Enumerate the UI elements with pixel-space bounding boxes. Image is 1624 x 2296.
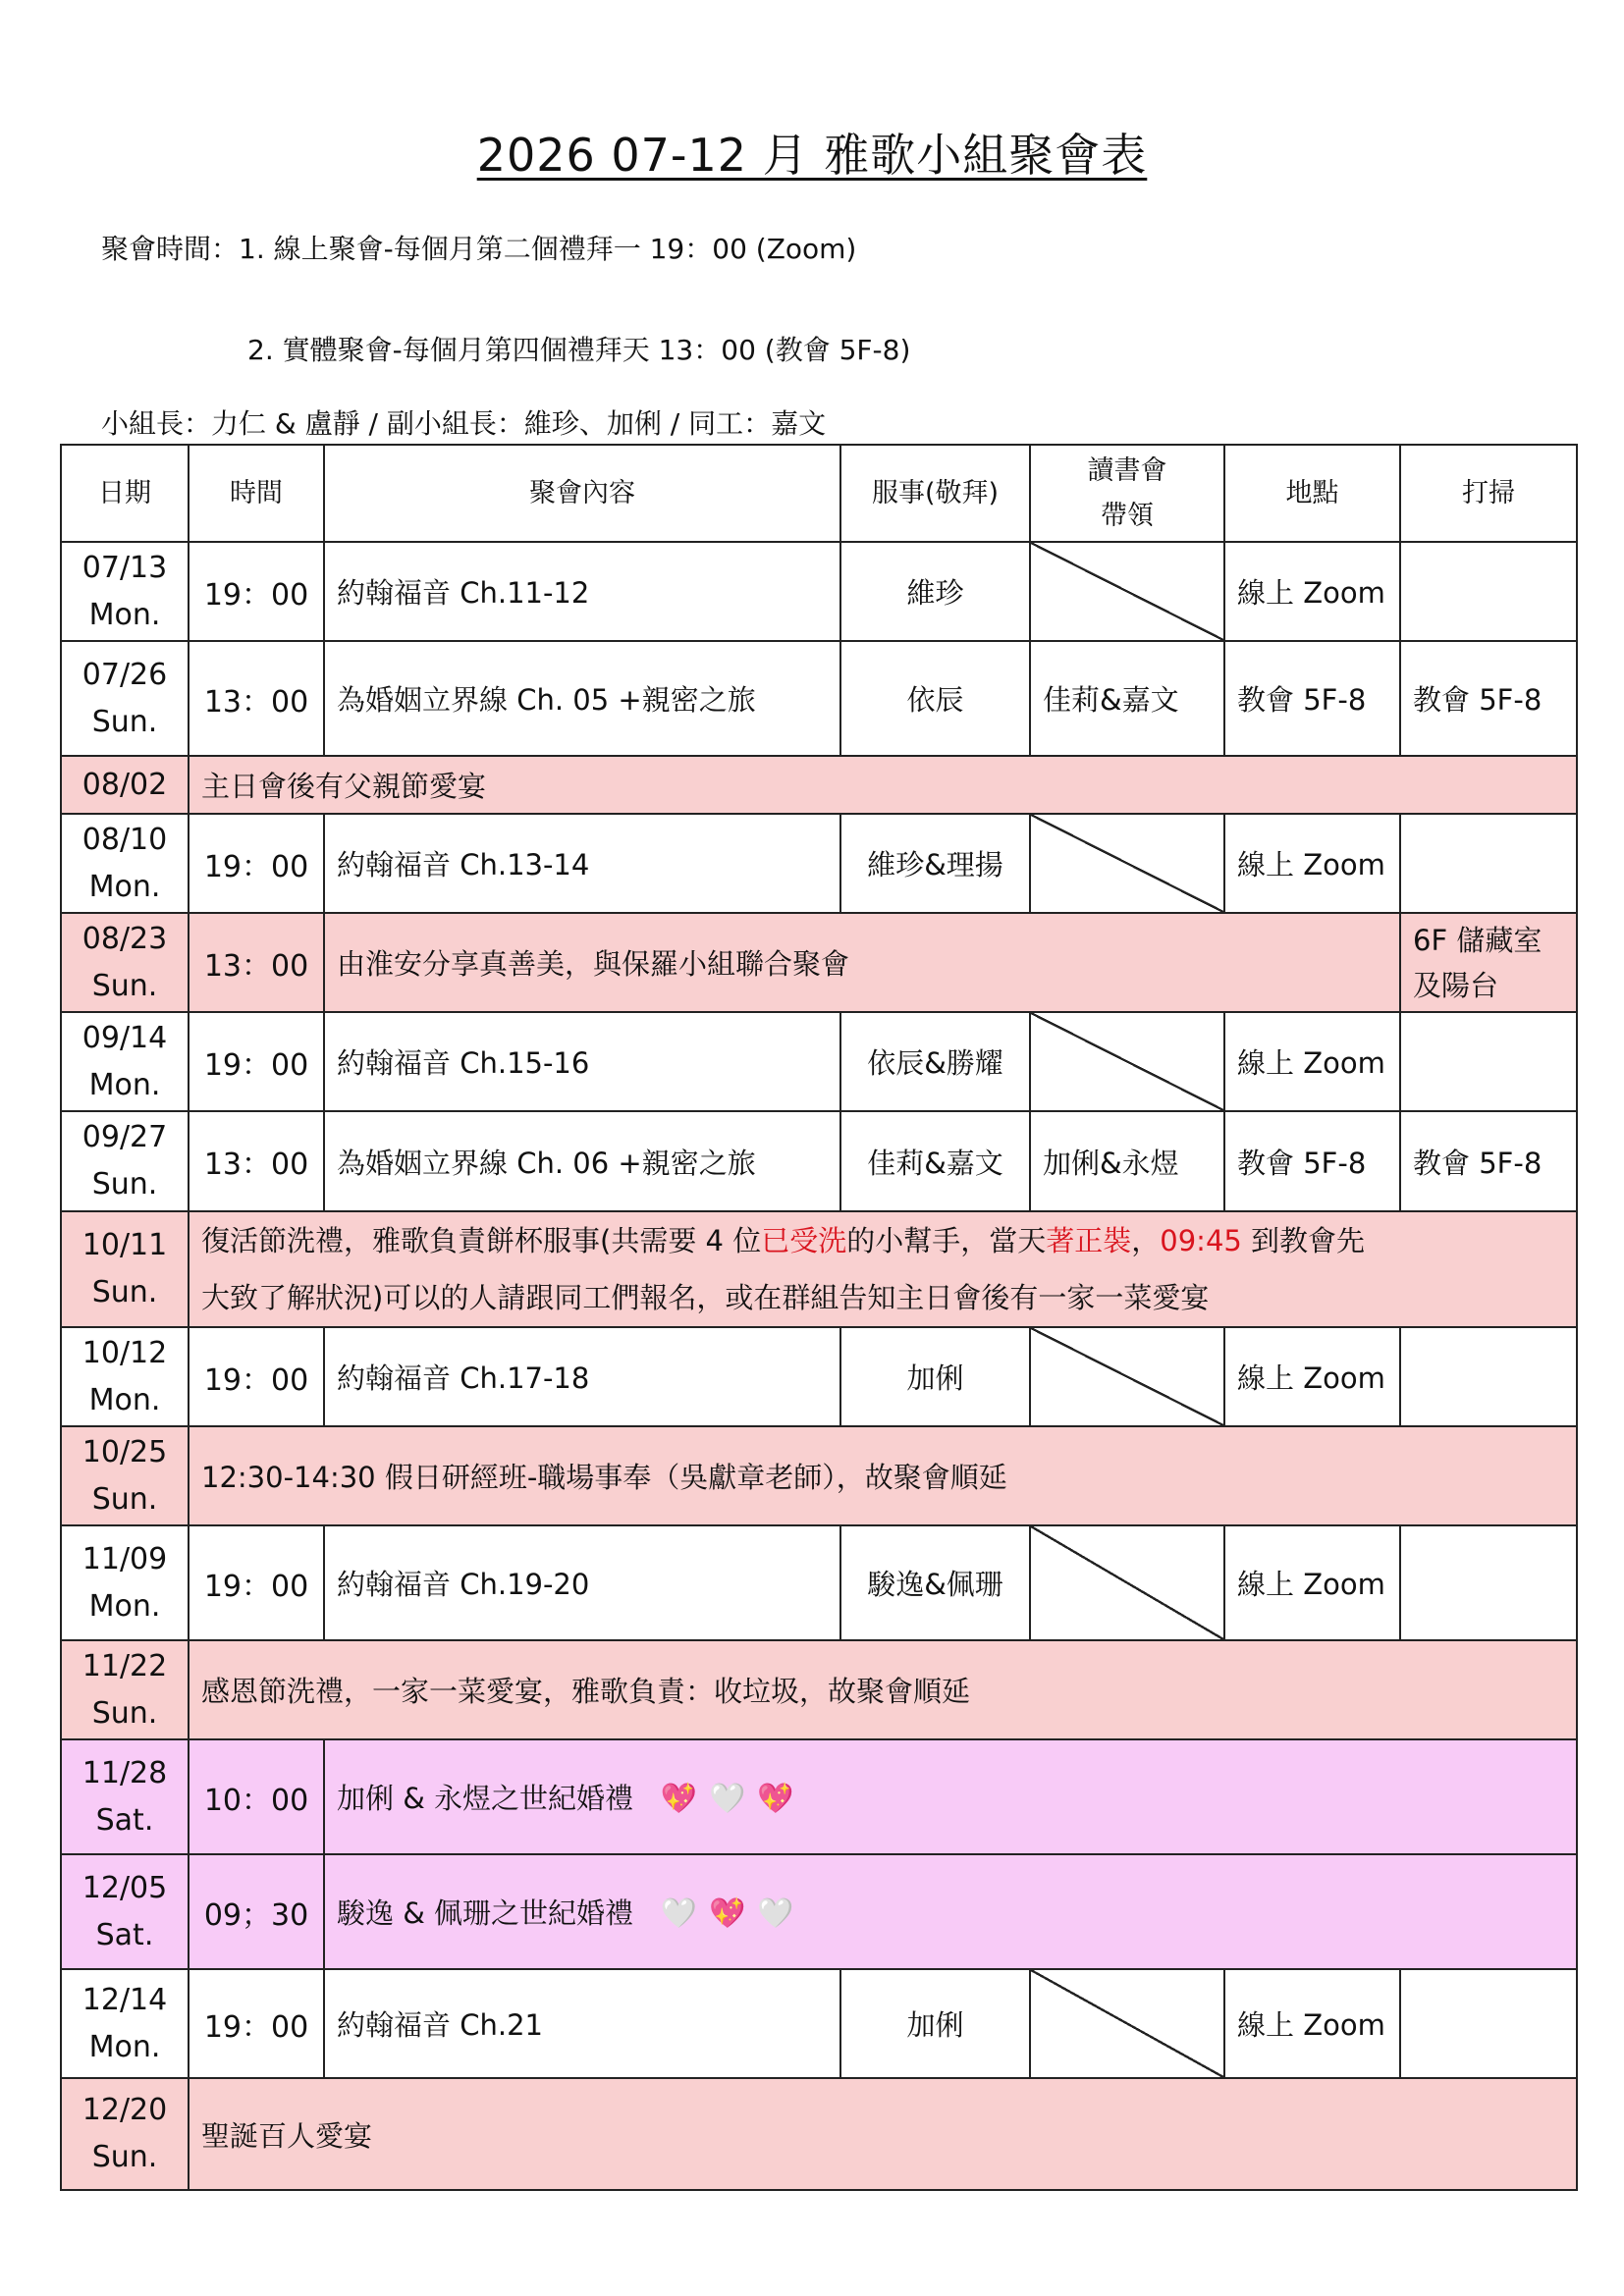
time-cell: 19：00 [189, 542, 324, 641]
event-note-cell: 由淮安分享真善美，與保羅小組聯合聚會 [324, 913, 1400, 1012]
table-row [61, 1739, 1577, 1854]
table-row [61, 1525, 1577, 1640]
location-cell: 線上 Zoom [1224, 1969, 1400, 2078]
cleaning-cell [1400, 1969, 1577, 2078]
location-cell: 線上 Zoom [1224, 1327, 1400, 1426]
reading-cell-empty [1030, 814, 1224, 913]
table-row [61, 1327, 1577, 1426]
header-service: 服事(敬拜) [840, 445, 1030, 542]
service-cell: 依辰&勝耀 [840, 1012, 1030, 1111]
table-row [61, 1012, 1577, 1111]
date-cell: 07/13 Mon. [61, 542, 189, 641]
event-note-cell: 12:30-14:30 假日研經班-職場事奉（吳獻章老師），故聚會順延 [189, 1426, 1577, 1525]
event-note-cell: 聖誕百人愛宴 [189, 2078, 1577, 2190]
formal-dress-emphasis: 著正裝 [1046, 1224, 1132, 1257]
page-title: 2026 07-12 月 雅歌小組聚會表 [476, 129, 1148, 182]
service-cell: 佳莉&嘉文 [840, 1111, 1030, 1211]
service-cell: 維珍&理揚 [840, 814, 1030, 913]
table-row [61, 542, 1577, 641]
service-cell: 駿逸&佩珊 [840, 1525, 1030, 1640]
table-header-row [61, 445, 1577, 542]
time-cell: 19：00 [189, 1012, 324, 1111]
content-cell: 約翰福音 Ch.17-18 [324, 1327, 840, 1426]
event-note-cell: 主日會後有父親節愛宴 [189, 756, 1577, 814]
table-row [61, 2078, 1577, 2190]
content-cell: 為婚姻立界線 Ch. 06 +親密之旅 [324, 1111, 840, 1211]
wedding-note-cell: 加俐 & 永煜之世紀婚禮 💖🤍💖 [324, 1739, 1577, 1854]
date-cell: 12/20 Sun. [61, 2078, 189, 2190]
date-cell: 10/11 Sun. [61, 1211, 189, 1327]
date-cell: 09/27 Sun. [61, 1111, 189, 1211]
time-cell: 13：00 [189, 1111, 324, 1211]
reading-cell-empty [1030, 1525, 1224, 1640]
cleaning-cell [1400, 1012, 1577, 1111]
table-row [61, 1640, 1577, 1739]
content-cell: 約翰福音 Ch.13-14 [324, 814, 840, 913]
location-cell: 線上 Zoom [1224, 1012, 1400, 1111]
reading-cell-empty [1030, 1969, 1224, 2078]
date-cell: 07/26 Sun. [61, 641, 189, 756]
service-cell: 依辰 [840, 641, 1030, 756]
meeting-schedule-table [60, 444, 1578, 2191]
table-row [61, 1211, 1577, 1327]
table-row [61, 1111, 1577, 1211]
content-cell: 約翰福音 Ch.15-16 [324, 1012, 840, 1111]
date-cell: 11/28 Sat. [61, 1739, 189, 1854]
location-cell: 教會 5F-8 [1224, 641, 1400, 756]
time-cell: 10：00 [189, 1739, 324, 1854]
table-row [61, 1426, 1577, 1525]
header-date: 日期 [61, 445, 189, 542]
group-leaders-line: 小組長：力仁 & 盧靜 / 副小組長：維珍、加俐 / 同工：嘉文 [101, 407, 827, 440]
cleaning-cell [1400, 542, 1577, 641]
date-cell: 12/14 Mon. [61, 1969, 189, 2078]
reading-cell: 加俐&永煜 [1030, 1111, 1224, 1211]
cleaning-cell: 教會 5F-8 [1400, 1111, 1577, 1211]
date-cell: 11/09 Mon. [61, 1525, 189, 1640]
date-cell: 10/12 Mon. [61, 1327, 189, 1426]
location-cell: 線上 Zoom [1224, 1525, 1400, 1640]
meeting-time-line-2: 2. 實體聚會-每個月第四個禮拜天 13：00 (教會 5F-8) [247, 334, 911, 366]
header-content: 聚會內容 [324, 445, 840, 542]
cleaning-cell [1400, 1327, 1577, 1426]
date-cell: 08/10 Mon. [61, 814, 189, 913]
header-reading: 讀書會 帶領 [1030, 445, 1224, 542]
location-cell: 教會 5F-8 [1224, 1111, 1400, 1211]
reading-cell-empty [1030, 542, 1224, 641]
table-row [61, 1854, 1577, 1969]
time-cell: 19：00 [189, 1327, 324, 1426]
meeting-time-line-1: 聚會時間：1. 線上聚會-每個月第二個禮拜一 19：00 (Zoom) [101, 233, 857, 265]
content-cell: 約翰福音 Ch.21 [324, 1969, 840, 2078]
date-cell: 10/25 Sun. [61, 1426, 189, 1525]
time-cell: 13：00 [189, 641, 324, 756]
time-cell: 19：00 [189, 1969, 324, 2078]
date-cell: 08/02 [61, 756, 189, 814]
table-row [61, 913, 1577, 1012]
cleaning-cell [1400, 814, 1577, 913]
heart-icon: 💖🤍💖 [660, 1782, 806, 1816]
location-cell: 6F 儲藏室 及陽台 [1400, 913, 1577, 1012]
location-cell: 線上 Zoom [1224, 814, 1400, 913]
table-row [61, 756, 1577, 814]
header-time: 時間 [189, 445, 324, 542]
reading-cell-empty [1030, 1012, 1224, 1111]
baptized-emphasis: 已受洗 [761, 1224, 847, 1257]
time-cell: 19：00 [189, 1525, 324, 1640]
event-note-cell: 復活節洗禮，雅歌負責餅杯服事(共需要 4 位已受洗的小幫手，當天著正裝，09:45 到教會先 大致了解狀況)可以的人請跟同工們報名，或在群組告知主日會後有一家一菜愛宴 [189, 1211, 1577, 1327]
heart-icon: 🤍💖🤍 [660, 1896, 806, 1931]
table-row [61, 641, 1577, 756]
time-cell: 09；30 [189, 1854, 324, 1969]
date-cell: 11/22 Sun. [61, 1640, 189, 1739]
arrival-time-emphasis: 09:45 [1160, 1224, 1242, 1257]
cleaning-cell [1400, 1525, 1577, 1640]
service-cell: 維珍 [840, 542, 1030, 641]
service-cell: 加俐 [840, 1327, 1030, 1426]
content-cell: 約翰福音 Ch.19-20 [324, 1525, 840, 1640]
reading-cell: 佳莉&嘉文 [1030, 641, 1224, 756]
location-cell: 線上 Zoom [1224, 542, 1400, 641]
header-cleaning: 打掃 [1400, 445, 1577, 542]
date-cell: 09/14 Mon. [61, 1012, 189, 1111]
content-cell: 為婚姻立界線 Ch. 05 +親密之旅 [324, 641, 840, 756]
event-note-cell: 感恩節洗禮，一家一菜愛宴，雅歌負責：收垃圾，故聚會順延 [189, 1640, 1577, 1739]
header-location: 地點 [1224, 445, 1400, 542]
date-cell: 12/05 Sat. [61, 1854, 189, 1969]
time-cell: 19：00 [189, 814, 324, 913]
reading-cell-empty [1030, 1327, 1224, 1426]
table-row [61, 1969, 1577, 2078]
service-cell: 加俐 [840, 1969, 1030, 2078]
cleaning-cell: 教會 5F-8 [1400, 641, 1577, 756]
date-cell: 08/23 Sun. [61, 913, 189, 1012]
table-row [61, 814, 1577, 913]
time-cell: 13：00 [189, 913, 324, 1012]
wedding-note-cell: 駿逸 & 佩珊之世紀婚禮 🤍💖🤍 [324, 1854, 1577, 1969]
content-cell: 約翰福音 Ch.11-12 [324, 542, 840, 641]
